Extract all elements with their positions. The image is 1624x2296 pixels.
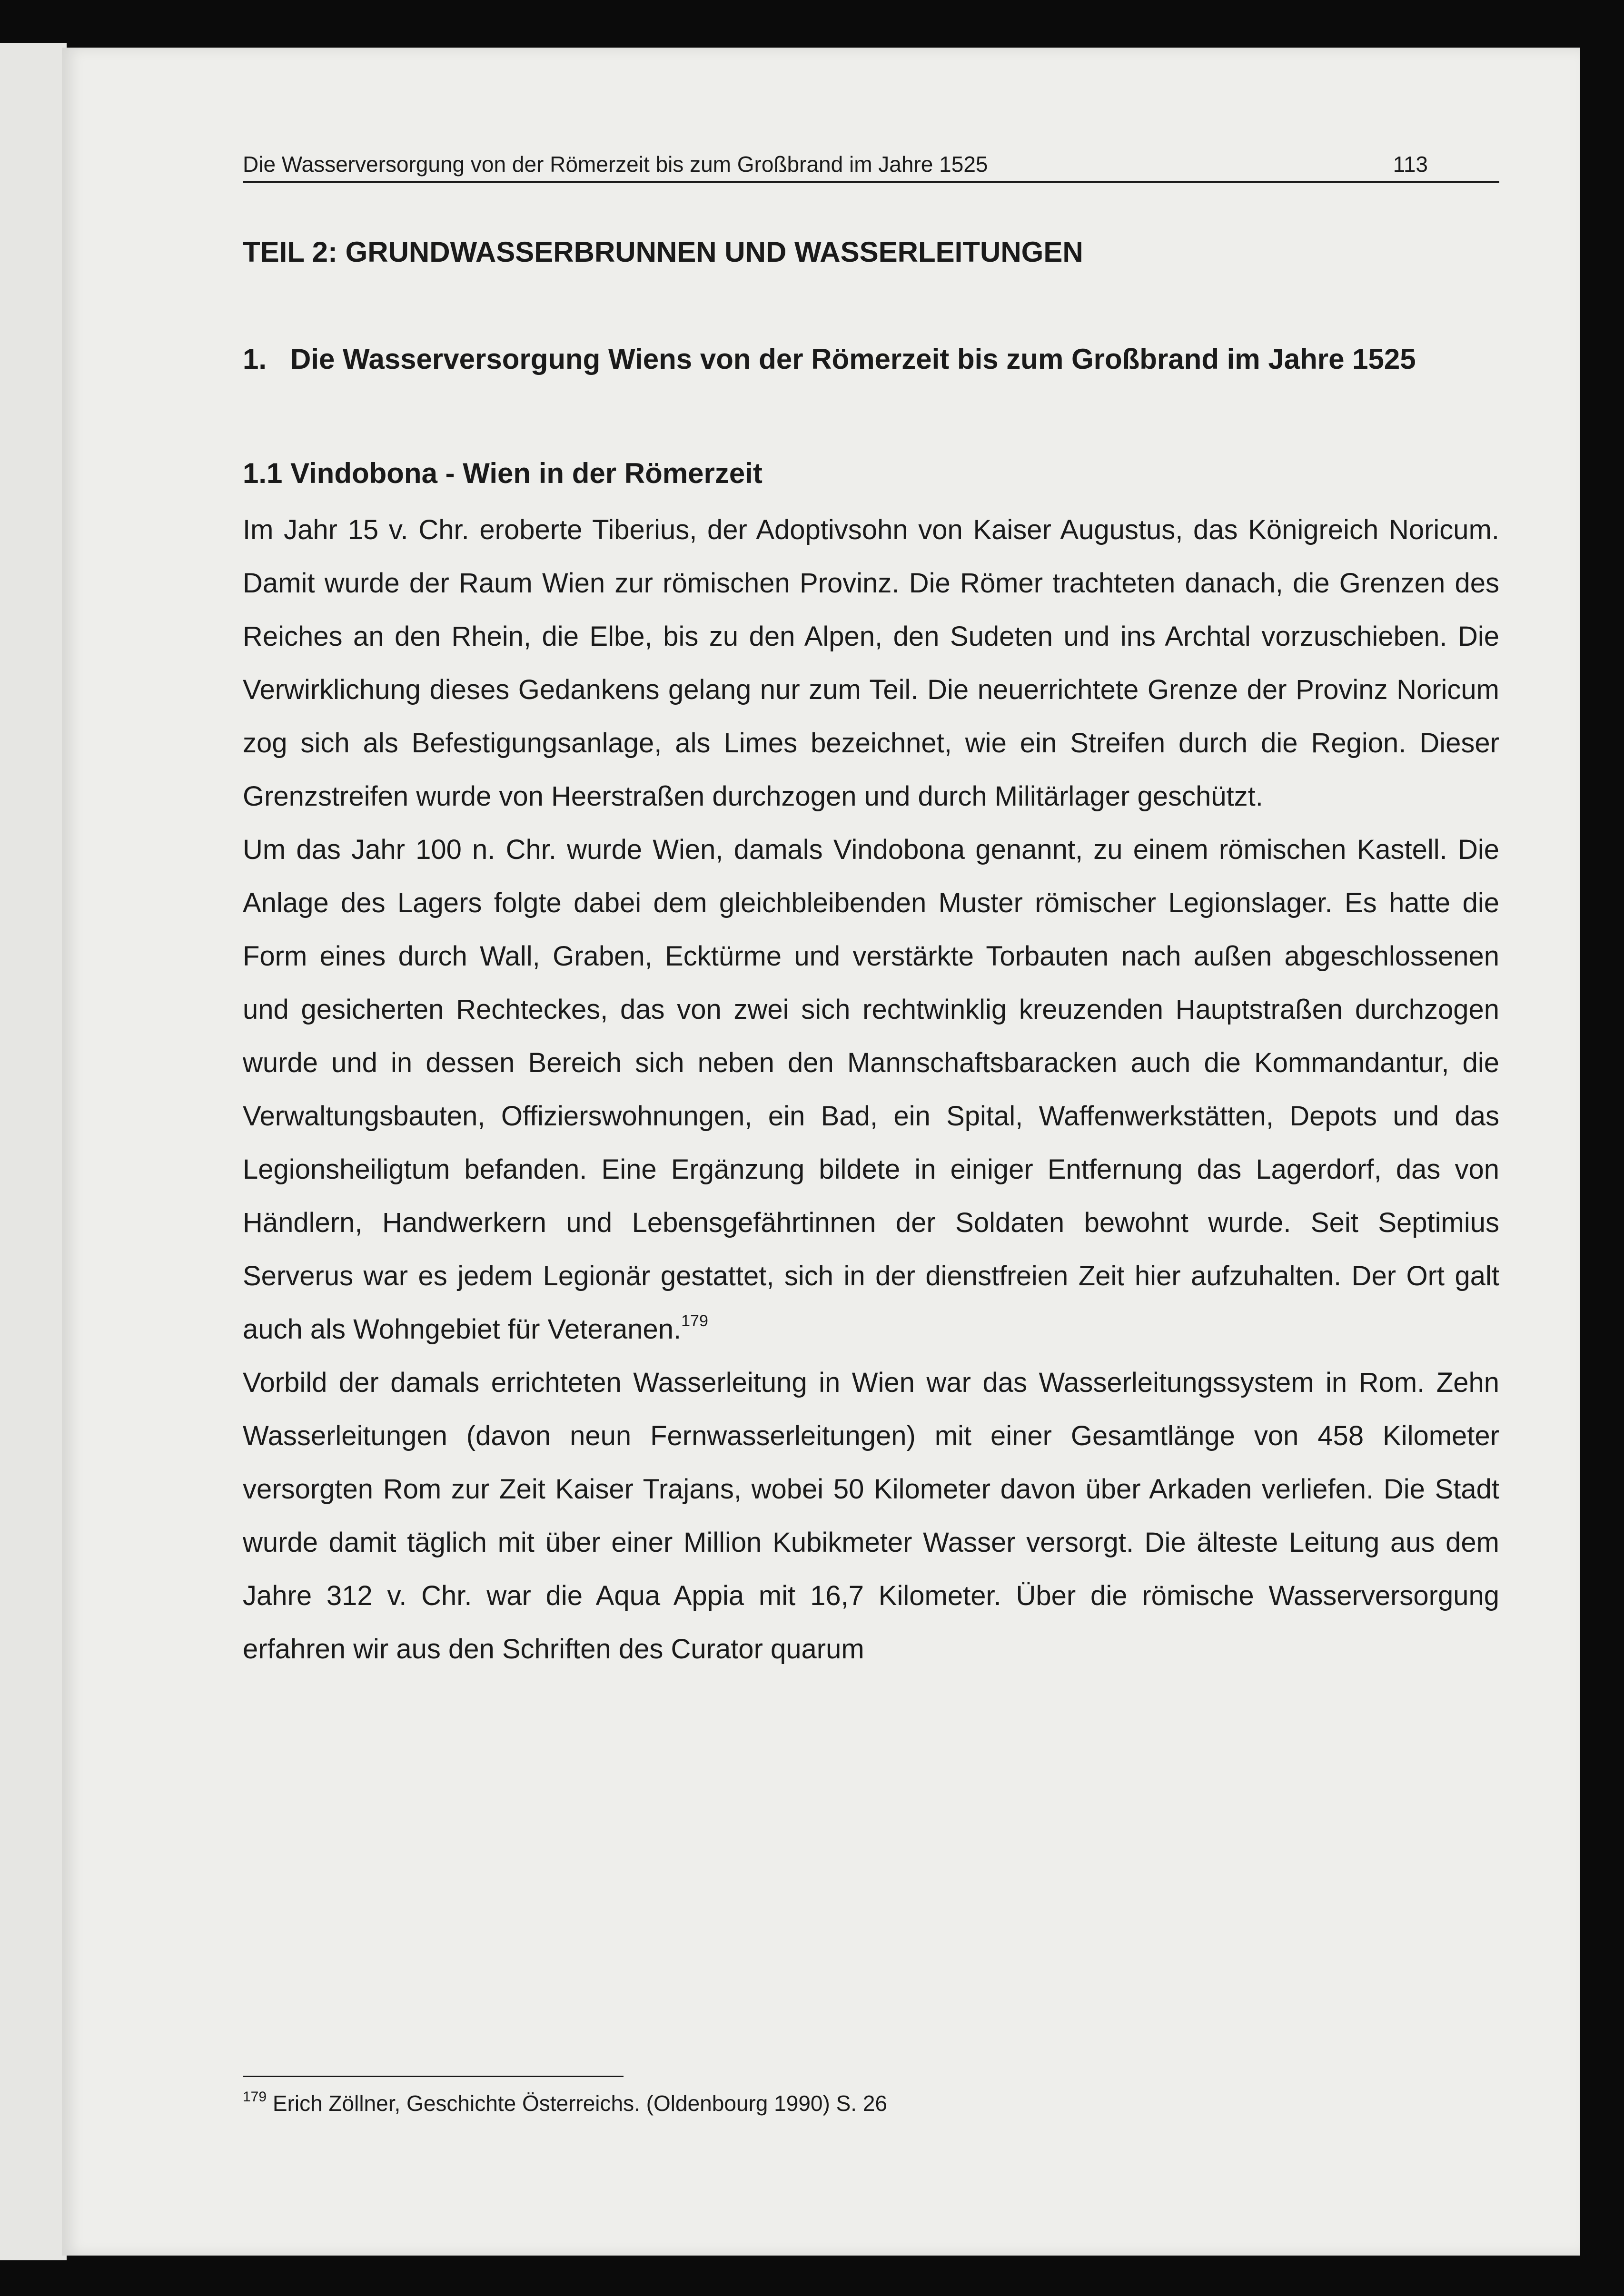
paragraph-2-text: Um das Jahr 100 n. Chr. wurde Wien, damals Vindobona genannt, zu einem römischen Kastell. Die Anlage des Lagers folgte dabei dem gleichbleibenden Muster römischer Legionslager. Es hatte die Form eines durch Wall, Graben, Ecktürme und verstärkte Torbauten nach außen abgeschlossenen und gesicherten Rechteckes, das von zwei sich rechtwinklig kreuzenden Hauptstraßen durchzogen wurde und in dessen Bereich sich neben den Mannschaftsbaracken auch die Kommandantur, die Verwaltungsbauten, Offizierswohnungen, ein Bad, ein Spital, Waffenwerkstätten, Depots und das Legionsheiligtum befanden. Eine Ergänzung bildete in einiger Entfernung das Lagerdorf, das von Händlern, Handwerkern und Lebensgefährtinnen der Soldaten bewohnt wurde. Seit Septimius Serverus war es jedem Legionär gestattet, sich in der dienstfreien Zeit hier aufzuhalten. Der Ort galt auch als Wohngebiet für Veteranen. — [243, 834, 1499, 1345]
footnote-separator — [243, 2076, 624, 2077]
document-page — [62, 48, 1580, 2256]
paragraph-3: Vorbild der damals errichteten Wasserleitung in Wien war das Wasserleitungssystem in Rom. Zehn Wasserleitungen (davon neun Fernwasserleitungen) mit einer Gesamtlänge von 458 Kilometer versorgten Rom zur Zeit Kaiser Trajans, wobei 50 Kilometer davon über Arkaden verliefen. Die Stadt wurde damit täglich mit über einer Million Kubikmeter Wasser versorgt. Die älteste Leitung aus dem Jahre 312 v. Chr. war die Aqua Appia mit 16,7 Kilometer. Über die römische Wasserversorgung erfahren wir aus den Schriften des Curator quarum — [243, 1367, 1499, 1665]
running-header-title: Die Wasserversorgung von der Römerzeit bis zum Großbrand im Jahre 1525 — [243, 152, 988, 177]
footnote — [243, 2089, 1499, 2118]
page-number: 113 — [1393, 152, 1428, 177]
part-title: TEIL 2: GRUNDWASSERBRUNNEN UND WASSERLEITUNGEN — [243, 236, 1083, 268]
body-text — [243, 503, 1499, 1676]
chapter-heading — [243, 339, 1499, 380]
running-header — [243, 148, 1499, 183]
chapter-title: Die Wasserversorgung Wiens von der Römerzeit bis zum Großbrand im Jahre 1525 — [290, 343, 1416, 375]
footnote-ref-179: 179 — [681, 1312, 708, 1330]
section-heading: 1.1 Vindobona - Wien in der Römerzeit — [243, 457, 762, 489]
footnote-text: Erich Zöllner, Geschichte Österreichs. (Oldenbourg 1990) S. 26 — [272, 2091, 888, 2116]
chapter-number: 1. — [243, 343, 267, 375]
paragraph-2 — [243, 823, 1499, 1356]
footnote-number: 179 — [243, 2089, 267, 2105]
paragraph-1: Im Jahr 15 v. Chr. eroberte Tiberius, der Adoptivsohn von Kaiser Augustus, das Königreich Noricum. Damit wurde der Raum Wien zur römischen Provinz. Die Römer trachteten danach, die Grenzen des Reiches an den Rhein, die Elbe, bis zu den Alpen, den Sudeten und ins Archtal vorzuschieben. Die Verwirklichung dieses Gedankens gelang nur zum Teil. Die neuerrichtete Grenze der Provinz Noricum zog sich als Befestigungsanlage, als Limes bezeichnet, wie ein Streifen durch die Region. Dieser Grenzstreifen wurde von Heerstraßen durchzogen und durch Militärlager geschützt. — [243, 514, 1499, 812]
scan-left-margin — [0, 43, 67, 2260]
